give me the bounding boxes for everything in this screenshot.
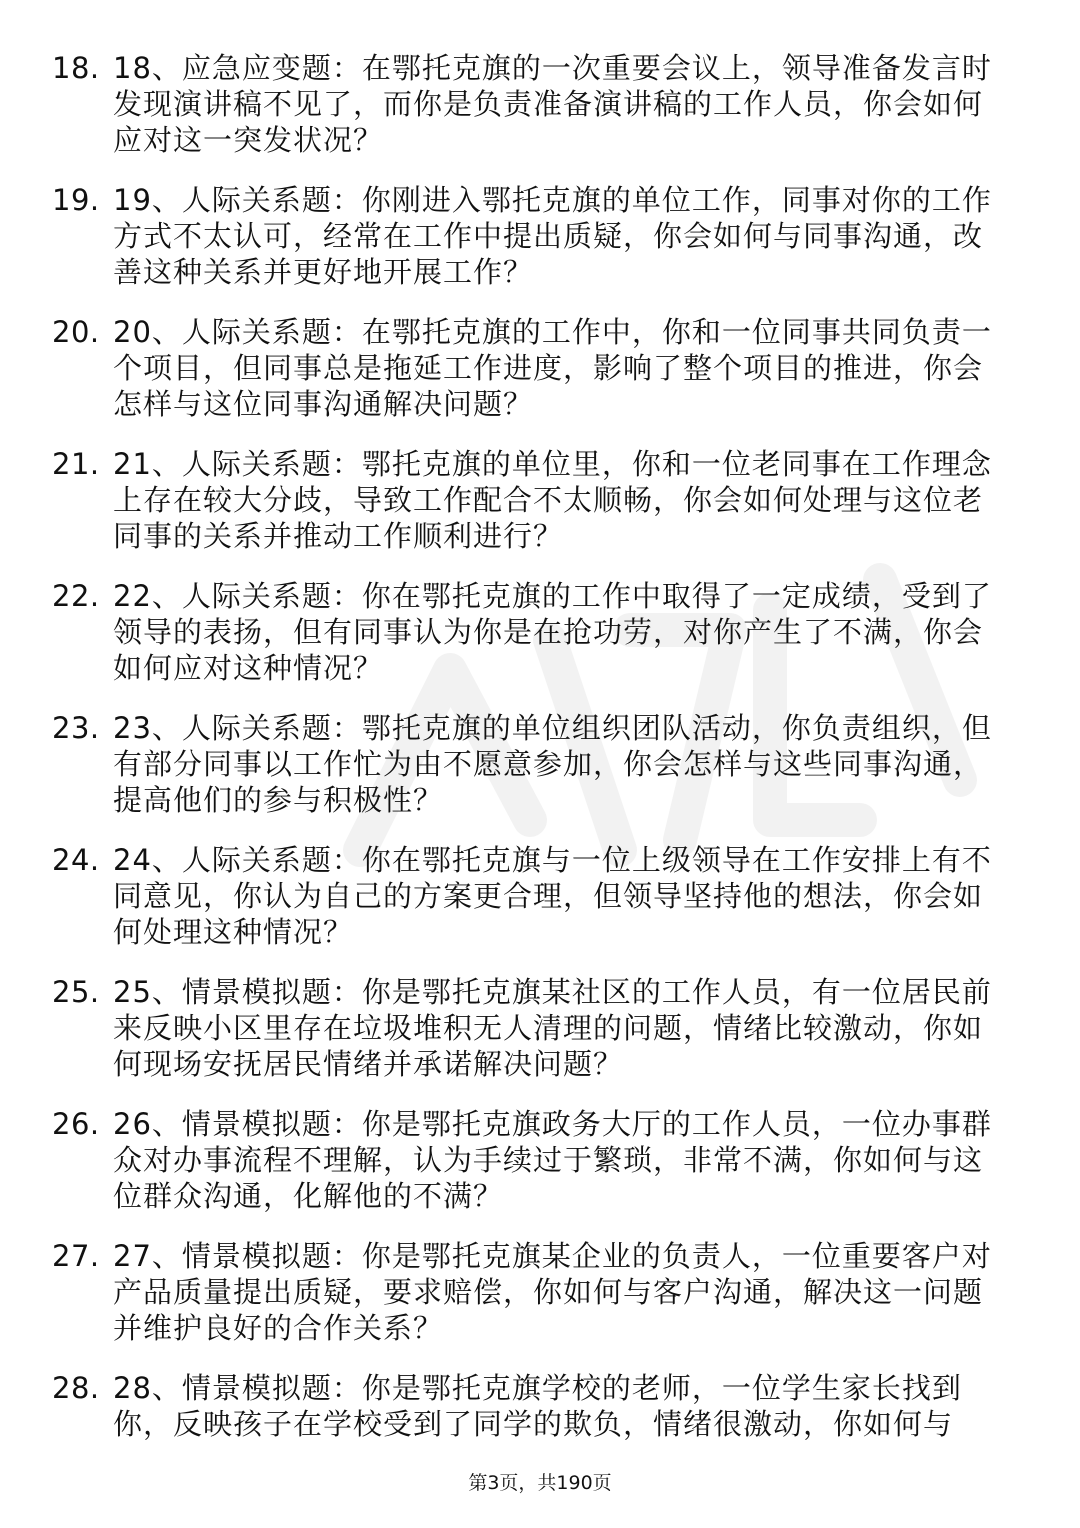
question-item-23 — [0, 710, 998, 818]
question-item-28 — [0, 1370, 998, 1442]
question-number: 28. — [52, 1371, 100, 1405]
question-item-20 — [0, 314, 998, 422]
question-text: 24、人际关系题：你在鄂托克旗与一位上级领导在工作安排上有不同意见，你认为自己的方案更合理，但领导坚持他的想法，你会如何处理这种情况？ — [113, 843, 992, 949]
question-item-19 — [0, 182, 998, 290]
question-item-25 — [0, 974, 998, 1082]
question-text: 19、人际关系题：你刚进入鄂托克旗的单位工作，同事对你的工作方式不太认可，经常在工作中提出质疑，你会如何与同事沟通，改善这种关系并更好地开展工作？ — [113, 183, 992, 289]
question-number: 20. — [52, 315, 100, 349]
question-item-18 — [0, 50, 998, 158]
page-footer: 第3页，共190页 — [468, 1472, 612, 1494]
question-text: 21、人际关系题：鄂托克旗的单位里，你和一位老同事在工作理念上存在较大分歧，导致工作配合不太顺畅，你会如何处理与这位老同事的关系并推动工作顺利进行？ — [113, 447, 992, 553]
question-item-22 — [0, 578, 998, 686]
question-number: 24. — [52, 843, 100, 877]
question-text: 22、人际关系题：你在鄂托克旗的工作中取得了一定成绩，受到了领导的表扬，但有同事认为你是在抢功劳，对你产生了不满，你会如何应对这种情况？ — [113, 579, 992, 685]
question-item-27 — [0, 1238, 998, 1346]
question-item-21 — [0, 446, 998, 554]
question-text: 28、情景模拟题：你是鄂托克旗学校的老师，一位学生家长找到你，反映孩子在学校受到了同学的欺负，情绪很激动，你如何与 — [113, 1371, 962, 1441]
question-text: 26、情景模拟题：你是鄂托克旗政务大厅的工作人员，一位办事群众对办事流程不理解，认为手续过于繁琐，非常不满，你如何与这位群众沟通，化解他的不满？ — [113, 1107, 992, 1213]
question-number: 22. — [52, 579, 100, 613]
question-number: 27. — [52, 1239, 100, 1273]
question-list — [0, 50, 1080, 1442]
question-number: 26. — [52, 1107, 100, 1141]
question-text: 27、情景模拟题：你是鄂托克旗某企业的负责人，一位重要客户对产品质量提出质疑，要求赔偿，你如何与客户沟通，解决这一问题并维护良好的合作关系？ — [113, 1239, 992, 1345]
question-number: 19. — [52, 183, 100, 217]
question-text: 18、应急应变题：在鄂托克旗的一次重要会议上，领导准备发言时发现演讲稿不见了，而你是负责准备演讲稿的工作人员，你会如何应对这一突发状况？ — [113, 51, 992, 157]
question-item-26 — [0, 1106, 998, 1214]
question-number: 18. — [52, 51, 100, 85]
question-number: 25. — [52, 975, 100, 1009]
question-text: 23、人际关系题：鄂托克旗的单位组织团队活动，你负责组织，但有部分同事以工作忙为由不愿意参加，你会怎样与这些同事沟通，提高他们的参与积极性？ — [113, 711, 992, 817]
question-number: 21. — [52, 447, 100, 481]
question-number: 23. — [52, 711, 100, 745]
question-item-24 — [0, 842, 998, 950]
question-text: 20、人际关系题：在鄂托克旗的工作中，你和一位同事共同负责一个项目，但同事总是拖延工作进度，影响了整个项目的推进，你会怎样与这位同事沟通解决问题？ — [113, 315, 992, 421]
question-text: 25、情景模拟题：你是鄂托克旗某社区的工作人员，有一位居民前来反映小区里存在垃圾堆积无人清理的问题，情绪比较激动，你如何现场安抚居民情绪并承诺解决问题？ — [113, 975, 992, 1081]
